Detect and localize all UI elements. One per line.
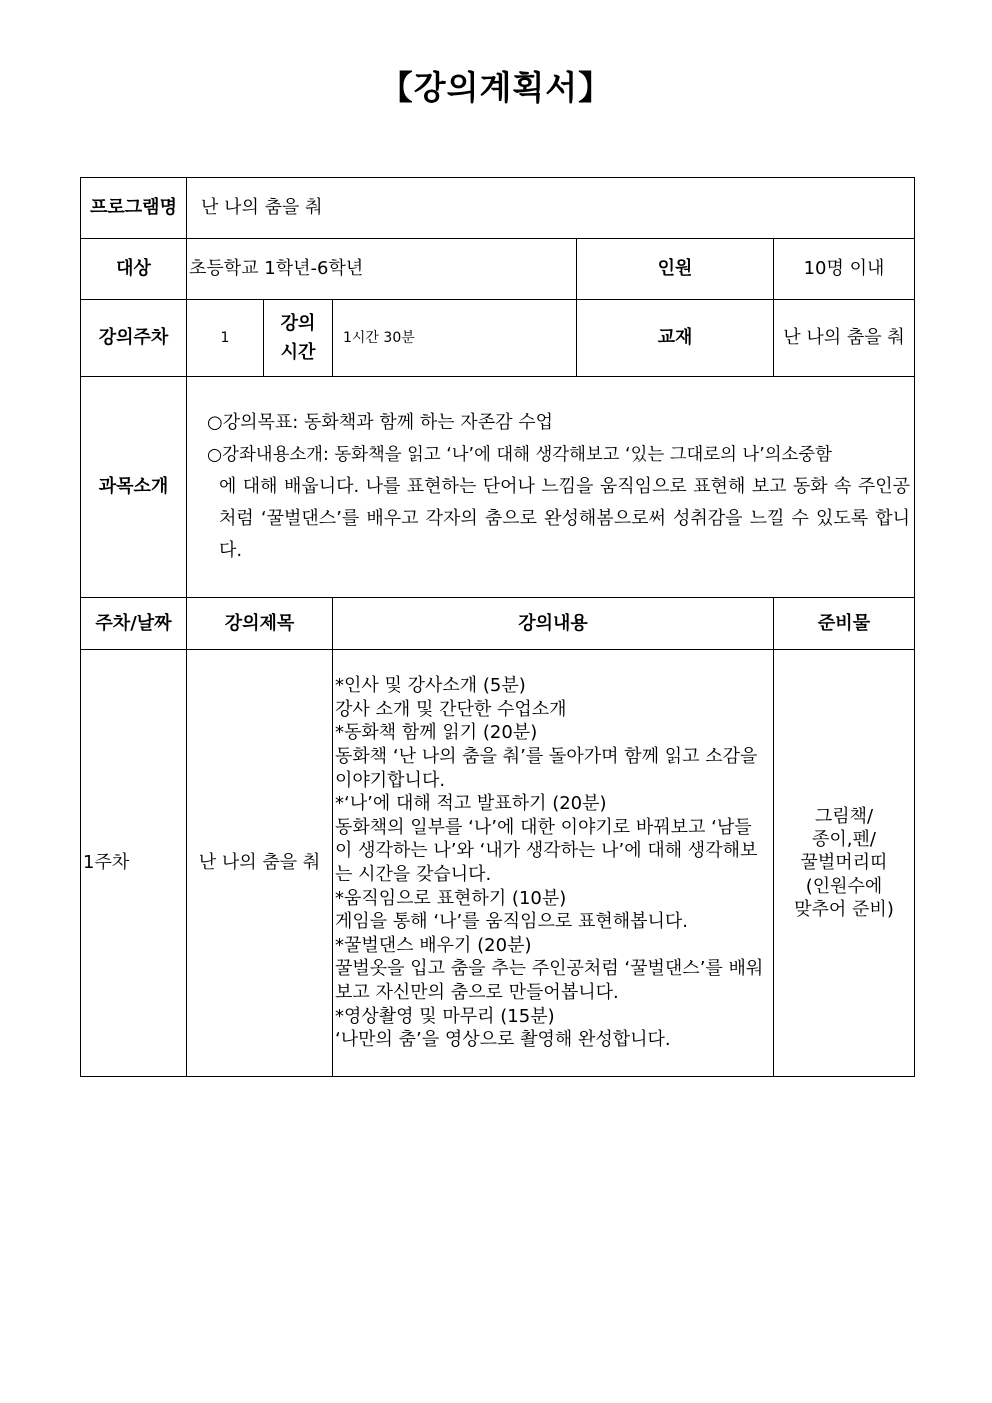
content-line: 동화책 ‘난 나의 춤을 춰’를 돌아가며 함께 읽고 소감을 이야기합니다. [335, 746, 758, 791]
content-line: ‘나만의 춤’을 영상으로 촬영해 완성합니다. [335, 1029, 671, 1051]
content-line: *꿀벌댄스 배우기 (20분) [335, 934, 532, 956]
materials-line: 그림책/ [814, 805, 874, 827]
course-goal: ○강의목표: 동화책과 함께 하는 자존감 수업 [207, 412, 553, 433]
header-content: 강의내용 [333, 598, 774, 650]
content-line: *‘나’에 대해 적고 발표하기 (20분) [335, 793, 607, 815]
course-intro-label: 과목소개 [81, 377, 187, 598]
header-title: 강의제목 [187, 598, 333, 650]
lecture-time-label-line1: 강의 [280, 312, 316, 334]
materials-line: (인원수에 [805, 875, 883, 897]
row-title: 난 나의 춤을 춰 [187, 650, 333, 1077]
materials-line: 종이,펜/ [812, 828, 876, 850]
program-row [81, 178, 915, 239]
schedule-header-row [81, 598, 915, 650]
target-label: 대상 [81, 239, 187, 300]
textbook-value: 난 나의 춤을 춰 [774, 300, 915, 377]
content-line: 게임을 통해 ‘나’를 움직임으로 표현해봅니다. [335, 911, 689, 933]
headcount-label: 인원 [577, 239, 774, 300]
lecture-week-label: 강의주차 [81, 300, 187, 377]
program-name: 난 나의 춤을 춰 [187, 178, 915, 239]
row-materials [774, 650, 915, 1077]
schedule-row [81, 650, 915, 1077]
content-line: 강사 소개 및 간단한 수업소개 [335, 698, 567, 720]
course-content-rest: 에 대해 배웁니다. 나를 표현하는 단어나 느낌을 움직임으로 표현해 보고 동화 속 주인공처럼 ‘꿀벌댄스’를 배우고 각자의 춤으로 완성해봄으로써 성취감을 느낄 수 있도록 합니다. [219, 476, 911, 561]
materials-line: 꿀벌머리띠 [800, 852, 888, 874]
content-line: *움직임으로 표현하기 (10분) [335, 887, 567, 909]
header-week: 주차/날짜 [81, 598, 187, 650]
headcount-value: 10명 이내 [774, 239, 915, 300]
lecture-plan-table [80, 177, 915, 1077]
course-intro-row [81, 377, 915, 598]
program-label: 프로그램명 [81, 178, 187, 239]
lecture-info-row [81, 300, 915, 377]
content-line: 꿀벌옷을 입고 춤을 추는 주인공처럼 ‘꿀벌댄스’를 배워보고 자신만의 춤으로 만들어봅니다. [335, 958, 764, 1003]
content-line: 동화책의 일부를 ‘나’에 대한 이야기로 바꿔보고 ‘남들이 생각하는 나’와 ‘내가 생각하는 나’에 대해 생각해보는 시간을 갖습니다. [335, 816, 758, 885]
course-content-first: ○강좌내용소개: 동화책을 읽고 ‘나’에 대해 생각해보고 ‘있는 그대로의 나’의소중함 [207, 445, 832, 465]
lecture-time-label [264, 300, 333, 377]
textbook-label: 교재 [577, 300, 774, 377]
header-materials: 준비물 [774, 598, 915, 650]
target-value: 초등학교 1학년-6학년 [187, 239, 577, 300]
content-line: *동화책 함께 읽기 (20분) [335, 722, 538, 744]
materials-line: 맞추어 준비) [794, 899, 894, 921]
row-week: 1주차 [81, 650, 187, 1077]
target-row [81, 239, 915, 300]
content-line: *인사 및 강사소개 (5분) [335, 675, 526, 697]
content-line: *영상촬영 및 마무리 (15분) [335, 1005, 555, 1027]
row-content [333, 650, 774, 1077]
lecture-time-label-line2: 시간 [280, 342, 316, 363]
course-intro-body [187, 377, 915, 598]
lecture-time-value: 1시간 30분 [333, 300, 577, 377]
document-title: 【강의계획서】 [379, 68, 613, 107]
lecture-week-value: 1 [187, 300, 264, 377]
